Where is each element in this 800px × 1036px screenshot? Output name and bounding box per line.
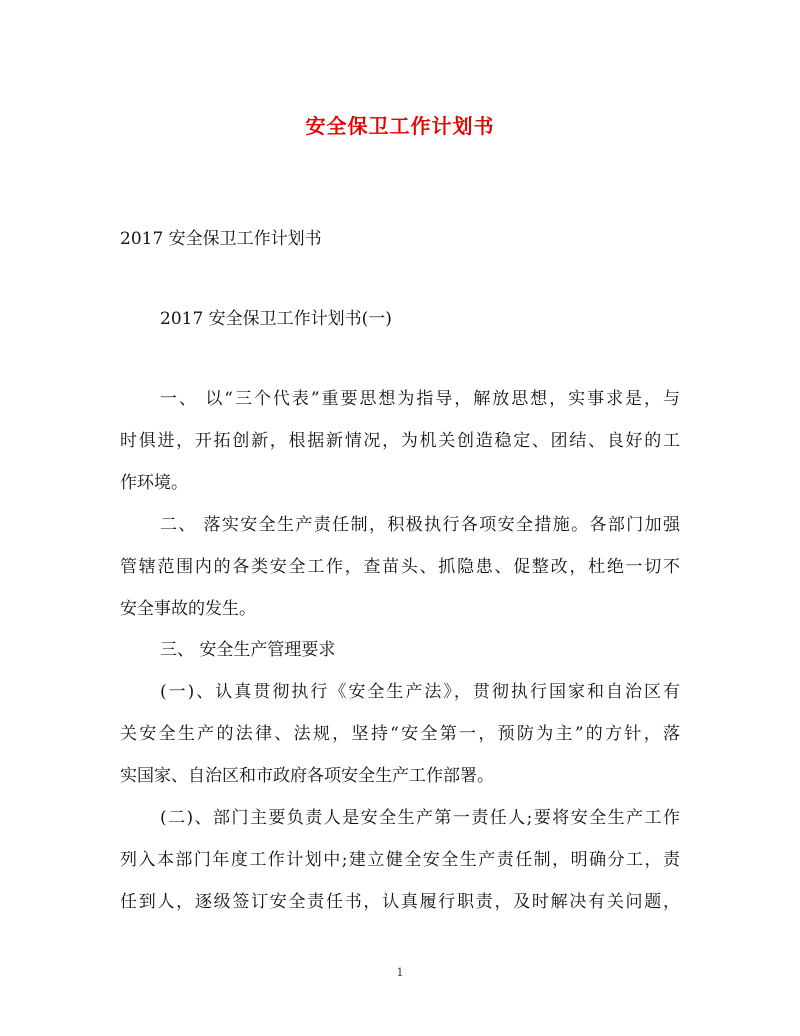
paragraph-line: 二、 落实安全生产责任制，积极执行各项安全措施。各部门加强	[160, 515, 680, 535]
paragraph-line: 关安全生产的法律、法规，坚持“安全第一，预防为主”的方针，落	[120, 724, 680, 744]
paragraph-line: 三、 安全生产管理要求	[160, 640, 336, 660]
paragraph-line: 任到人，逐级签订安全责任书，认真履行职责，及时解决有关问题，	[120, 892, 680, 912]
document-title: 安全保卫工作计划书	[305, 114, 495, 138]
document-subtitle: 2017 安全保卫工作计划书	[120, 229, 322, 249]
section-heading: 2017 安全保卫工作计划书(一)	[160, 309, 392, 329]
page-number: 1	[396, 966, 404, 979]
paragraph-line: 安全事故的发生。	[120, 599, 256, 619]
paragraph-line: 一、 以“三个代表”重要思想为指导，解放思想，实事求是，与	[160, 389, 680, 409]
paragraph-line: 实国家、自治区和市政府各项安全生产工作部署。	[120, 766, 494, 786]
paragraph-line: 时俱进，开拓创新，根据新情况，为机关创造稳定、团结、良好的工	[120, 431, 680, 451]
paragraph-line: (一)、认真贯彻执行《安全生产法》，贯彻执行国家和自治区有	[160, 682, 680, 702]
paragraph-line: (二)、部门主要负责人是安全生产第一责任人;要将安全生产工作	[160, 808, 680, 828]
paragraph-line: 列入本部门年度工作计划中;建立健全安全生产责任制，明确分工，责	[120, 850, 680, 870]
paragraph-line: 作环境。	[120, 473, 188, 493]
paragraph-line: 管辖范围内的各类安全工作，查苗头、抓隐患、促整改，杜绝一切不	[120, 557, 680, 577]
